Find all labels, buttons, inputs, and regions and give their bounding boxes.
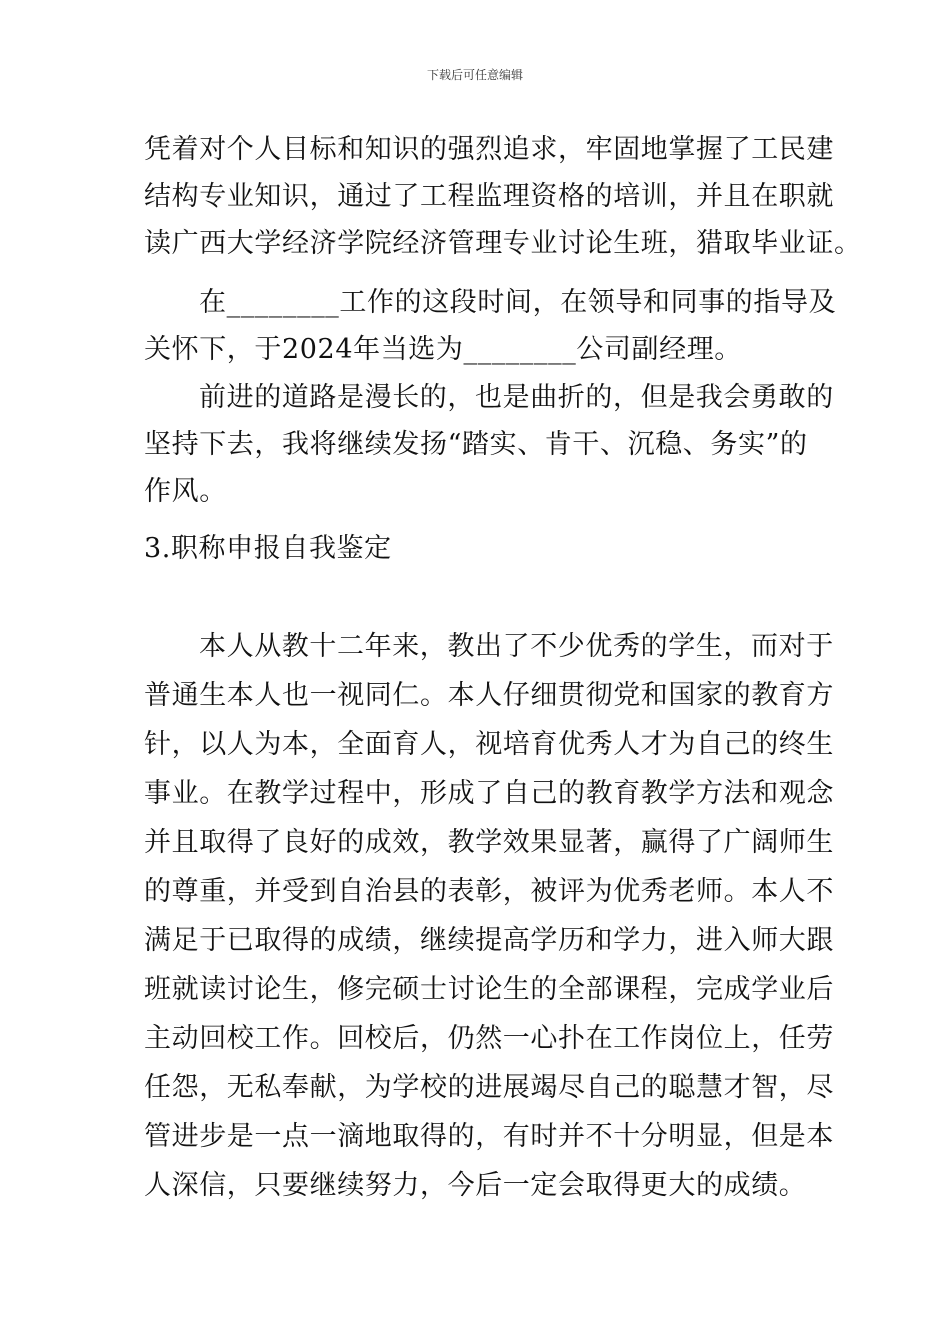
text-line: 满足于已取得的成绩，继续提高学历和学力，进入师大跟 xyxy=(144,925,834,956)
text-line: 本人从教十二年来，教出了不少优秀的学生，而对于 xyxy=(199,631,834,662)
text-line: 班就读讨论生，修完硕士讨论生的全部课程，完成学业后 xyxy=(144,974,834,1005)
text-line: 在________工作的这段时间，在领导和同事的指导及 xyxy=(199,287,837,318)
text-line: 人深信，只要继续努力，今后一定会取得更大的成绩。 xyxy=(144,1170,807,1201)
page-header-note: 下载后可任意编辑 xyxy=(426,68,523,82)
text-line: 管进步是一点一滴地取得的，有时并不十分明显，但是本 xyxy=(144,1121,834,1152)
text-line: 坚持下去，我将继续发扬“踏实、肯干、沉稳、务实”的 xyxy=(144,429,808,460)
text-line: 作风。 xyxy=(144,476,227,507)
section-heading: 3.职称申报自我鉴定 xyxy=(144,533,392,564)
text-line: 针，以人为本，全面育人，视培育优秀人才为自己的终生 xyxy=(144,729,834,760)
text-line: 关怀下，于2024年当选为________公司副经理。 xyxy=(144,334,742,365)
text-line: 普通生本人也一视同仁。本人仔细贯彻党和国家的教育方 xyxy=(144,680,834,711)
text-line: 任怨，无私奉献，为学校的进展竭尽自己的聪慧才智，尽 xyxy=(144,1072,834,1103)
text-line: 事业。在教学过程中，形成了自己的教育教学方法和观念 xyxy=(144,778,834,809)
text-line: 结构专业知识，通过了工程监理资格的培训，并且在职就 xyxy=(144,181,834,212)
text-line: 主动回校工作。回校后，仍然一心扑在工作岗位上，任劳 xyxy=(144,1023,834,1054)
text-line: 并且取得了良好的成效，教学效果显著，赢得了广阔师生 xyxy=(144,827,834,858)
text-line: 读广西大学经济学院经济管理专业讨论生班，猎取毕业证。 xyxy=(144,228,862,259)
text-line: 的尊重，并受到自治县的表彰，被评为优秀老师。本人不 xyxy=(144,876,834,907)
text-line: 前进的道路是漫长的，也是曲折的，但是我会勇敢的 xyxy=(199,382,834,413)
text-line: 凭着对个人目标和知识的强烈追求，牢固地掌握了工民建 xyxy=(144,134,834,165)
